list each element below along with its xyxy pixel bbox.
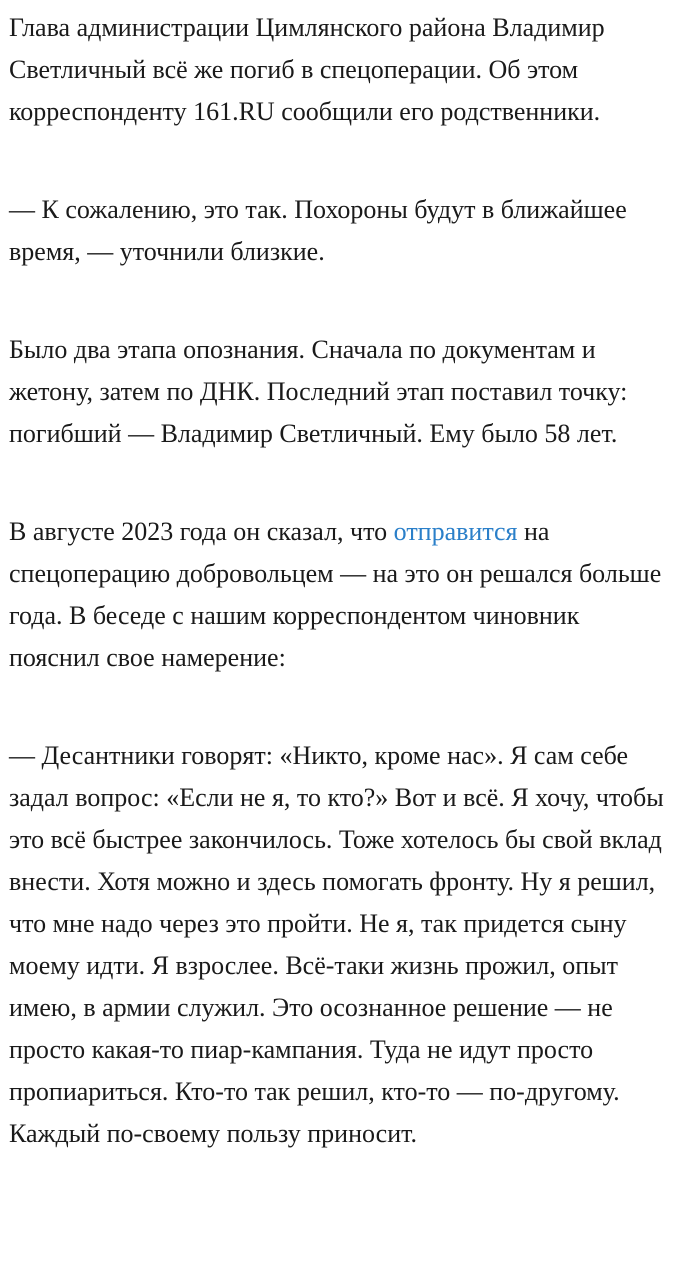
paragraph-text-after-link: на спецоперацию добровольцем — на это он решался больше года. В беседе с нашим корреспондентом чиновник пояснил свое намерение:	[9, 517, 662, 672]
paragraph-text-before-link: В августе 2023 года он сказал, что	[9, 517, 394, 546]
paragraph-relatives-quote: — К сожалению, это так. Похороны будут в ближайшее время, — уточнили близкие.	[9, 195, 627, 266]
otpravitsya-link[interactable]: отправится	[393, 517, 518, 546]
paragraph-identification: Было два этапа опознания. Сначала по документам и жетону, затем по ДНК. Последний этап поставил точку: погибший — Владимир Светличный. Ему было 58 лет.	[9, 335, 628, 448]
paragraph-volunteer-decision	[9, 511, 675, 679]
paragraph-official-quote: — Десантники говорят: «Никто, кроме нас». Я сам себе задал вопрос: «Если не я, то кто?» Вот и всё. Я хочу, чтобы это всё быстрее закончилось. Тоже хотелось бы свой вклад внести. Хотя можно и здесь помогать фронту. Ну я решил, что мне надо через это пройти. Не я, так придется сыну моему идти. Я взрослее. Всё-таки жизнь прожил, опыт имею, в армии служил. Это осознанное решение — не просто какая-то пиар-кампания. Туда не идут просто пропиариться. Кто-то так решил, кто-то — по-другому. Каждый по-своему пользу приносит.	[9, 741, 664, 1148]
paragraph-death-report: Глава администрации Цимлянского района Владимир Светличный всё же погиб в спецоперации. Об этом корреспонденту 161.RU сообщили его родственники.	[9, 13, 605, 126]
article-body	[9, 7, 675, 1211]
